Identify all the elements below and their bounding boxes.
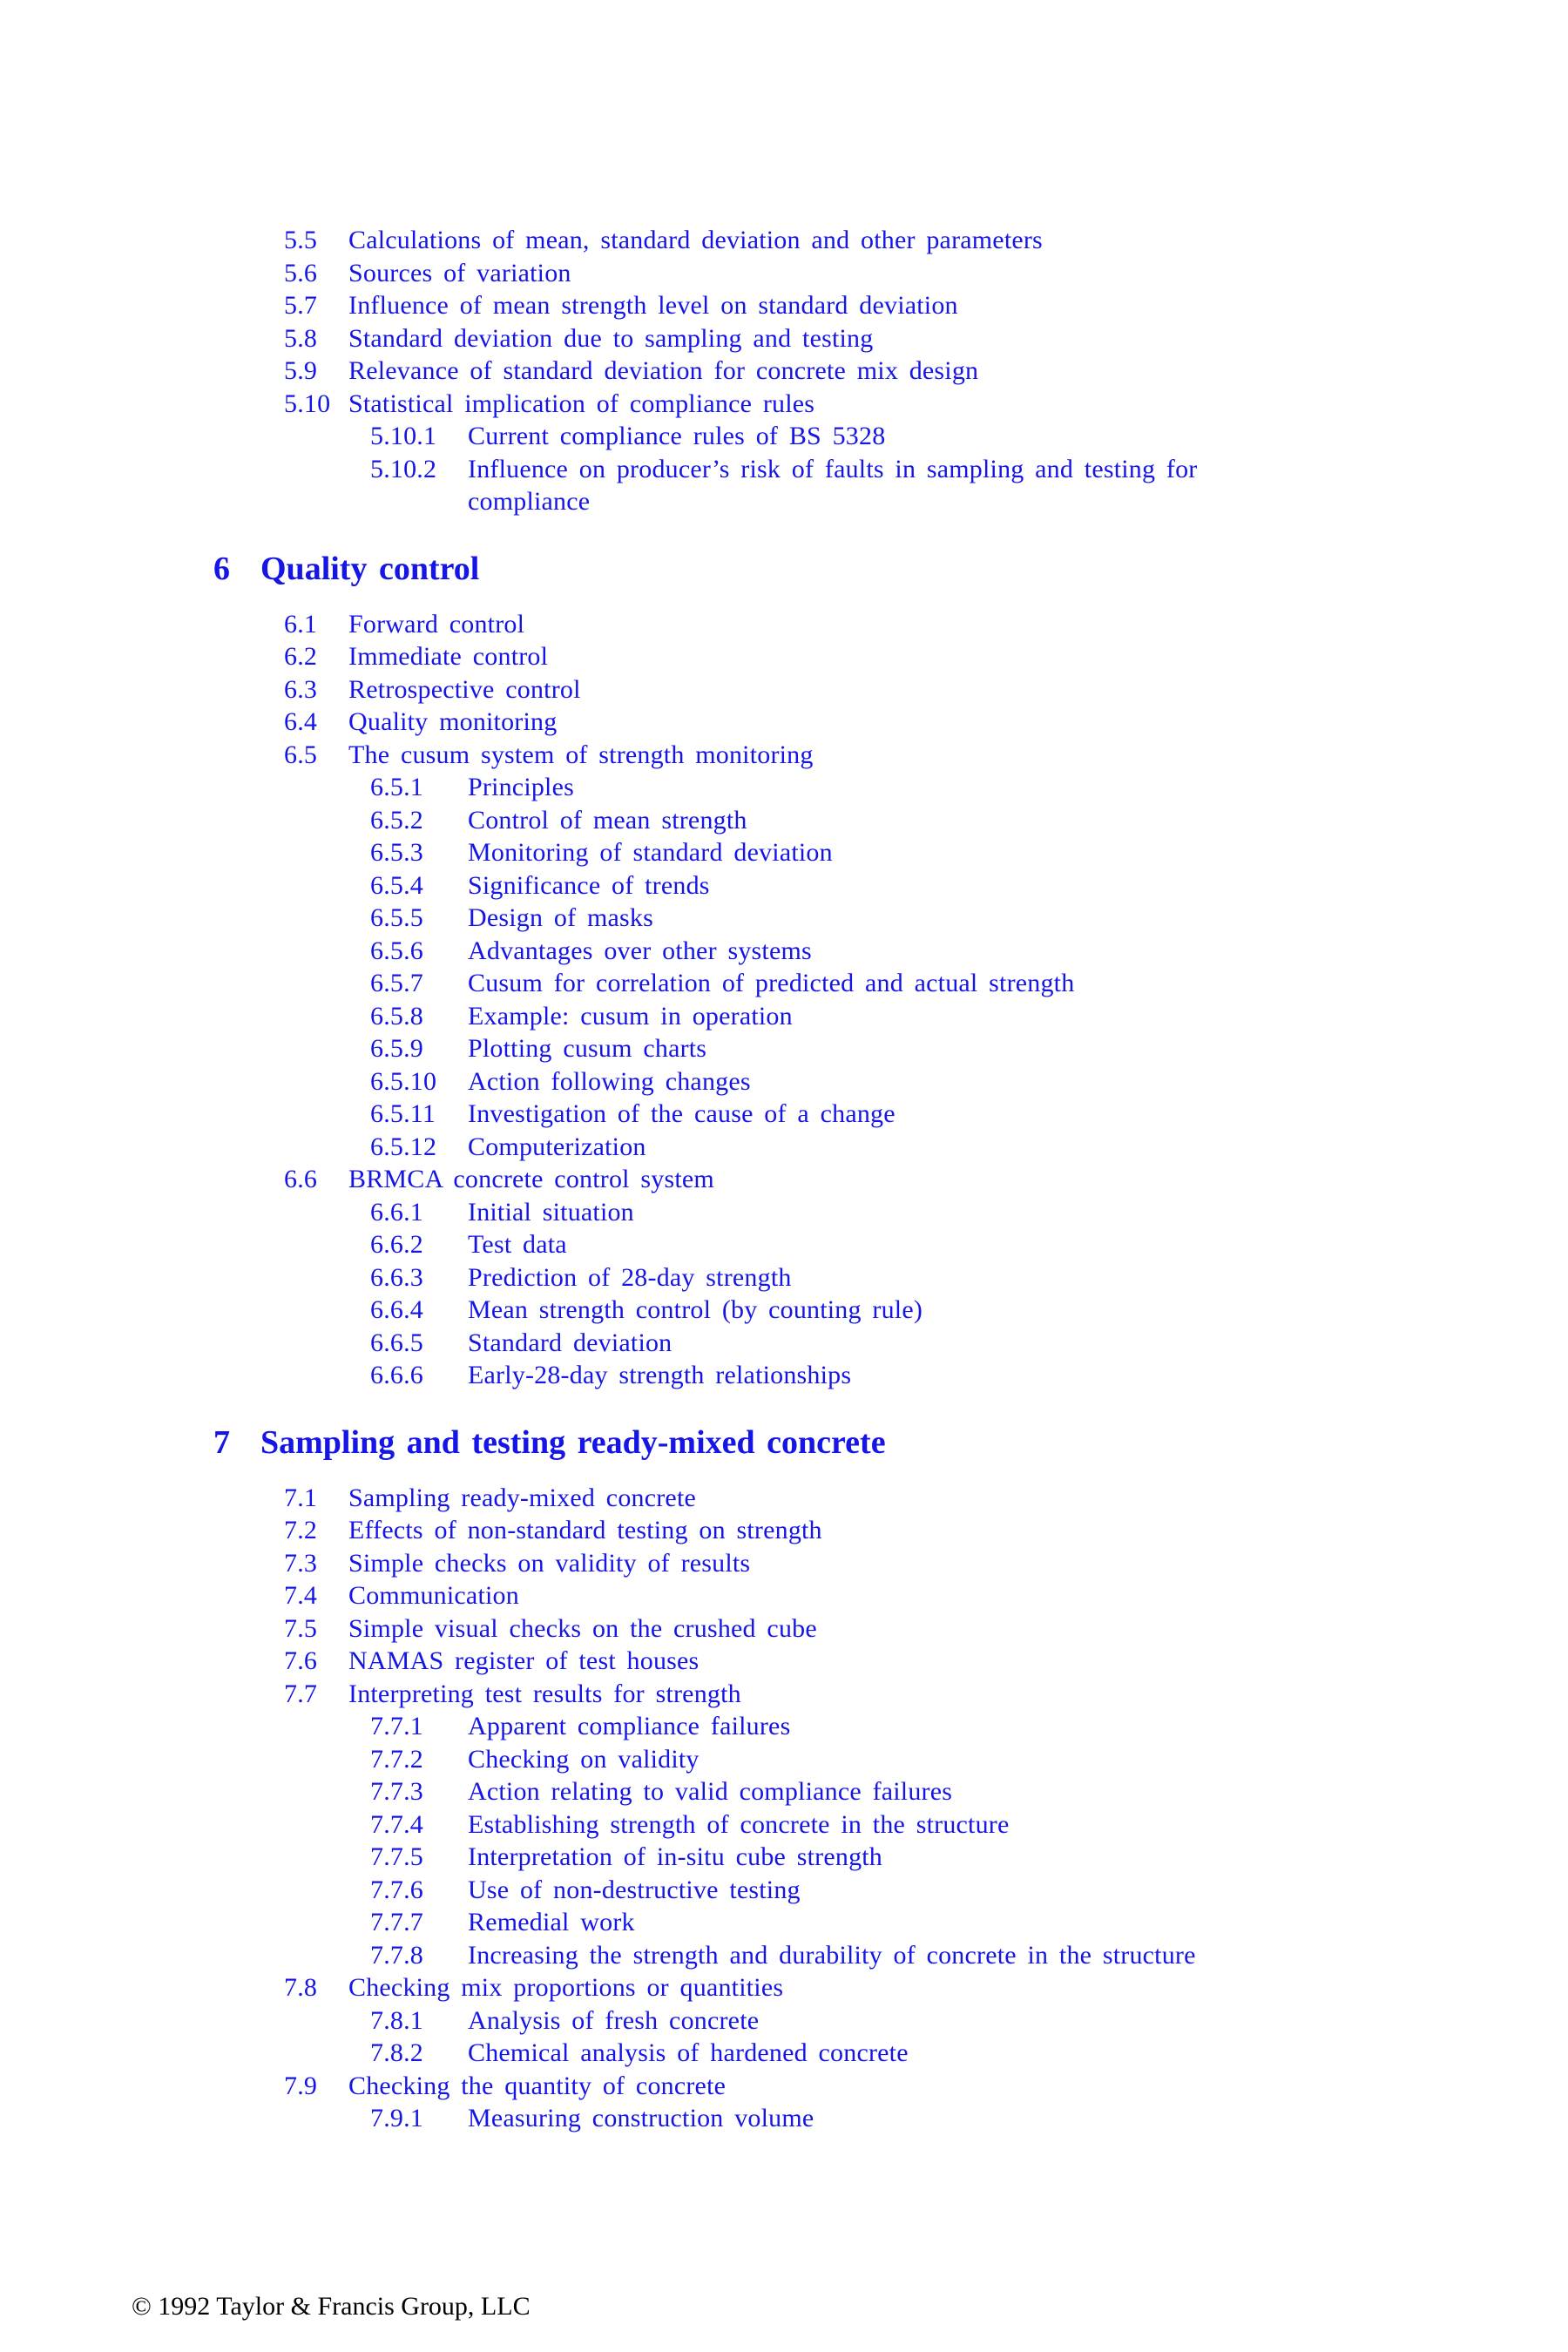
entry-number: 6.5 [284,740,318,769]
toc-section-entry[interactable] [0,706,1568,738]
entry-number: 6.5.10 [370,1066,437,1096]
entry-title: Cusum for correlation of predicted and actual strength [468,969,1075,997]
toc-subsection-entry[interactable] [0,1197,1568,1228]
entry-title: Investigation of the cause of a change [468,1099,896,1128]
toc-section-entry[interactable] [0,1164,1568,1195]
toc-section-entry[interactable] [0,1580,1568,1612]
toc-subsection-entry[interactable] [0,1001,1568,1032]
entry-title: Communication [348,1581,519,1610]
entry-title: Establishing strength of concrete in the structure [468,1809,1010,1839]
entry-title: Significance of trends [468,870,710,900]
entry-title: Control of mean strength [468,805,747,835]
entry-title: Advantages over other systems [468,936,812,965]
entry-title: Action following changes [468,1066,751,1096]
toc-section-entry[interactable] [0,1972,1568,2004]
entry-number: 5.9 [284,356,318,385]
toc-section-entry[interactable] [0,2071,1568,2102]
entry-title: Current compliance rules of BS 5328 [468,422,886,450]
toc-subsection-entry[interactable] [0,1875,1568,1906]
entry-title: Early-28-day strength relationships [468,1361,852,1389]
entry-title: Checking on validity [468,1744,700,1774]
entry-number: 7.2 [284,1516,318,1544]
toc-subsection-entry[interactable] [0,837,1568,868]
entry-number: 6.5.1 [370,773,423,801]
toc-subsection-entry[interactable] [0,1229,1568,1260]
entry-number: 6.5.3 [370,838,423,867]
entry-title: Simple visual checks on the crushed cube [348,1613,817,1643]
entry-title: Checking the quantity of concrete [348,2071,727,2100]
entry-number: 7.6 [284,1646,318,1675]
chapter-number: 7 [213,1423,230,1461]
entry-number: 7.5 [284,1613,318,1643]
entry-number: 7.8.1 [370,2005,423,2035]
entry-title: Monitoring of standard deviation [468,838,833,867]
toc-section-entry[interactable] [0,389,1568,420]
entry-title: Immediate control [348,642,549,671]
entry-number: 6.6.6 [370,1361,423,1389]
entry-number: 6.1 [284,609,318,639]
entry-title: Sampling ready-mixed concrete [348,1483,696,1512]
entry-number: 5.10 [284,389,331,418]
entry-number: 6.6.1 [370,1197,423,1227]
toc-section-entry[interactable] [0,1613,1568,1645]
toc-subsection-entry[interactable] [0,454,1568,485]
entry-number: 6.5.5 [370,903,423,932]
toc-section-entry[interactable] [0,1515,1568,1546]
toc-subsection-entry[interactable] [0,870,1568,902]
toc-subsection-entry[interactable] [0,1066,1568,1098]
entry-number: 7.7 [284,1679,318,1708]
toc-subsection-entry[interactable] [0,2038,1568,2069]
entry-number: 7.1 [284,1483,318,1512]
entry-title: Remedial work [468,1908,635,1936]
toc-subsection-entry[interactable] [0,1098,1568,1130]
entry-title: BRMCA concrete control system [348,1165,714,1193]
entry-title: Design of masks [468,903,653,932]
entry-number: 5.5 [284,226,318,254]
entry-number: 7.7.1 [370,1712,423,1740]
entry-number: 7.8.2 [370,2038,423,2067]
chapter-title: Sampling and testing ready-mixed concrete [260,1423,886,1461]
entry-number: 6.5.7 [370,969,423,997]
entry-title: Quality monitoring [348,707,558,736]
toc-section-entry[interactable] [0,355,1568,387]
entry-number: 5.8 [284,323,318,353]
entry-title: NAMAS register of test houses [348,1646,700,1675]
toc-subsection-entry[interactable] [0,1940,1568,1971]
entry-title: Standard deviation due to sampling and testing [348,323,874,353]
entry-title: Calculations of mean, standard deviation and other parameters [348,226,1043,254]
entry-number: 7.7.7 [370,1908,423,1936]
entry-title: Initial situation [468,1197,634,1227]
entry-title: Standard deviation [468,1328,672,1357]
toc-subsection-entry[interactable] [0,1809,1568,1841]
toc-subsection-entry[interactable] [0,1294,1568,1326]
copyright-footer: © 1992 Taylor & Francis Group, LLC [132,2292,531,2321]
entry-number: 6.6.2 [370,1230,423,1259]
toc-section-entry[interactable] [0,1679,1568,1710]
toc-subsection-entry[interactable] [0,902,1568,934]
entry-title: Test data [468,1230,567,1259]
toc-subsection-entry[interactable] [0,1776,1568,1808]
toc-subsection-entry[interactable] [0,1132,1568,1163]
entry-title: Analysis of fresh concrete [468,2005,760,2035]
toc-section-entry[interactable] [0,1483,1568,1514]
entry-number: 6.6.4 [370,1295,423,1324]
entry-number: 6.5.9 [370,1034,423,1063]
toc-subsection-entry[interactable] [0,1907,1568,1938]
toc-subsection-entry[interactable] [0,2005,1568,2037]
entry-number: 6.5.12 [370,1132,437,1161]
entry-title: Interpreting test results for strength [348,1679,741,1708]
toc-section-entry[interactable] [0,225,1568,256]
entry-title: Increasing the strength and durability of concrete in the structure [468,1940,1196,1970]
toc-subsection-entry[interactable] [0,805,1568,836]
entry-title: Chemical analysis of hardened concrete [468,2038,909,2067]
entry-title: Measuring construction volume [468,2104,814,2132]
entry-number: 6.5.2 [370,805,423,835]
toc-section-entry[interactable] [0,674,1568,706]
entry-number: 7.9 [284,2071,318,2100]
entry-number: 6.2 [284,642,318,671]
toc-subsection-entry[interactable] [0,421,1568,452]
entry-number: 6.5.11 [370,1099,436,1128]
entry-number: 7.7.2 [370,1744,423,1774]
entry-title: Sources of variation [348,258,571,287]
entry-number: 7.7.4 [370,1809,423,1839]
entry-title: Forward control [348,609,525,639]
entry-title: compliance [468,487,591,516]
entry-title: Influence on producer’s risk of faults in sampling and testing for [468,454,1198,483]
toc-entry-continuation[interactable] [0,486,1568,517]
toc-subsection-entry[interactable] [0,1842,1568,1873]
entry-title: Plotting cusum charts [468,1034,707,1063]
entry-title: Interpretation of in-situ cube strength [468,1842,882,1871]
entry-title: Retrospective control [348,674,581,704]
entry-number: 7.4 [284,1581,318,1610]
entry-number: 7.7.8 [370,1940,423,1970]
entry-title: Effects of non-standard testing on strength [348,1516,822,1544]
entry-number: 6.6.5 [370,1328,423,1357]
entry-title: Influence of mean strength level on standard deviation [348,291,958,320]
entry-number: 5.7 [284,291,318,320]
entry-title: Checking mix proportions or quantities [348,1973,784,2002]
toc-subsection-entry[interactable] [0,936,1568,967]
entry-title: The cusum system of strength monitoring [348,740,814,769]
entry-title: Statistical implication of compliance rules [348,389,815,418]
entry-number: 7.3 [284,1548,318,1578]
toc-subsection-entry[interactable] [0,968,1568,999]
entry-title: Apparent compliance failures [468,1712,791,1740]
entry-number: 6.6 [284,1165,318,1193]
toc-subsection-entry[interactable] [0,1328,1568,1359]
toc-subsection-entry[interactable] [0,772,1568,803]
entry-number: 6.3 [284,674,318,704]
entry-title: Example: cusum in operation [468,1001,793,1031]
entry-number: 7.7.6 [370,1875,423,1904]
entry-number: 7.8 [284,1973,318,2002]
chapter-number: 6 [213,550,230,587]
entry-number: 5.6 [284,258,318,287]
toc-section-entry[interactable] [0,1646,1568,1677]
toc-section-entry[interactable] [0,258,1568,289]
toc-subsection-entry[interactable] [0,1711,1568,1742]
toc-section-entry[interactable] [0,1548,1568,1579]
toc-section-entry[interactable] [0,609,1568,640]
toc-subsection-entry[interactable] [0,2103,1568,2134]
entry-number: 6.5.8 [370,1001,423,1031]
entry-number: 5.10.2 [370,454,437,483]
entry-number: 6.6.3 [370,1262,423,1292]
entry-title: Relevance of standard deviation for concrete mix design [348,356,979,385]
toc-subsection-entry[interactable] [0,1744,1568,1775]
entry-title: Principles [468,773,574,801]
entry-title: Simple checks on validity of results [348,1548,751,1578]
toc-subsection-entry[interactable] [0,1033,1568,1064]
toc-section-entry[interactable] [0,290,1568,321]
entry-title: Computerization [468,1132,646,1161]
entry-title: Mean strength control (by counting rule) [468,1295,923,1324]
entry-number: 6.5.4 [370,870,423,900]
entry-number: 6.5.6 [370,936,423,965]
entry-number: 6.4 [284,707,318,736]
toc-section-entry[interactable] [0,740,1568,771]
toc-section-entry[interactable] [0,641,1568,672]
entry-number: 7.9.1 [370,2104,423,2132]
chapter-title: Quality control [260,550,480,587]
toc-subsection-entry[interactable] [0,1262,1568,1294]
entry-title: Action relating to valid compliance failures [468,1777,953,1806]
entry-title: Use of non-destructive testing [468,1875,801,1904]
entry-title: Prediction of 28-day strength [468,1262,792,1292]
toc-subsection-entry[interactable] [0,1360,1568,1391]
toc-section-entry[interactable] [0,323,1568,355]
entry-number: 7.7.3 [370,1777,423,1806]
entry-number: 7.7.5 [370,1842,423,1871]
entry-number: 5.10.1 [370,422,437,450]
